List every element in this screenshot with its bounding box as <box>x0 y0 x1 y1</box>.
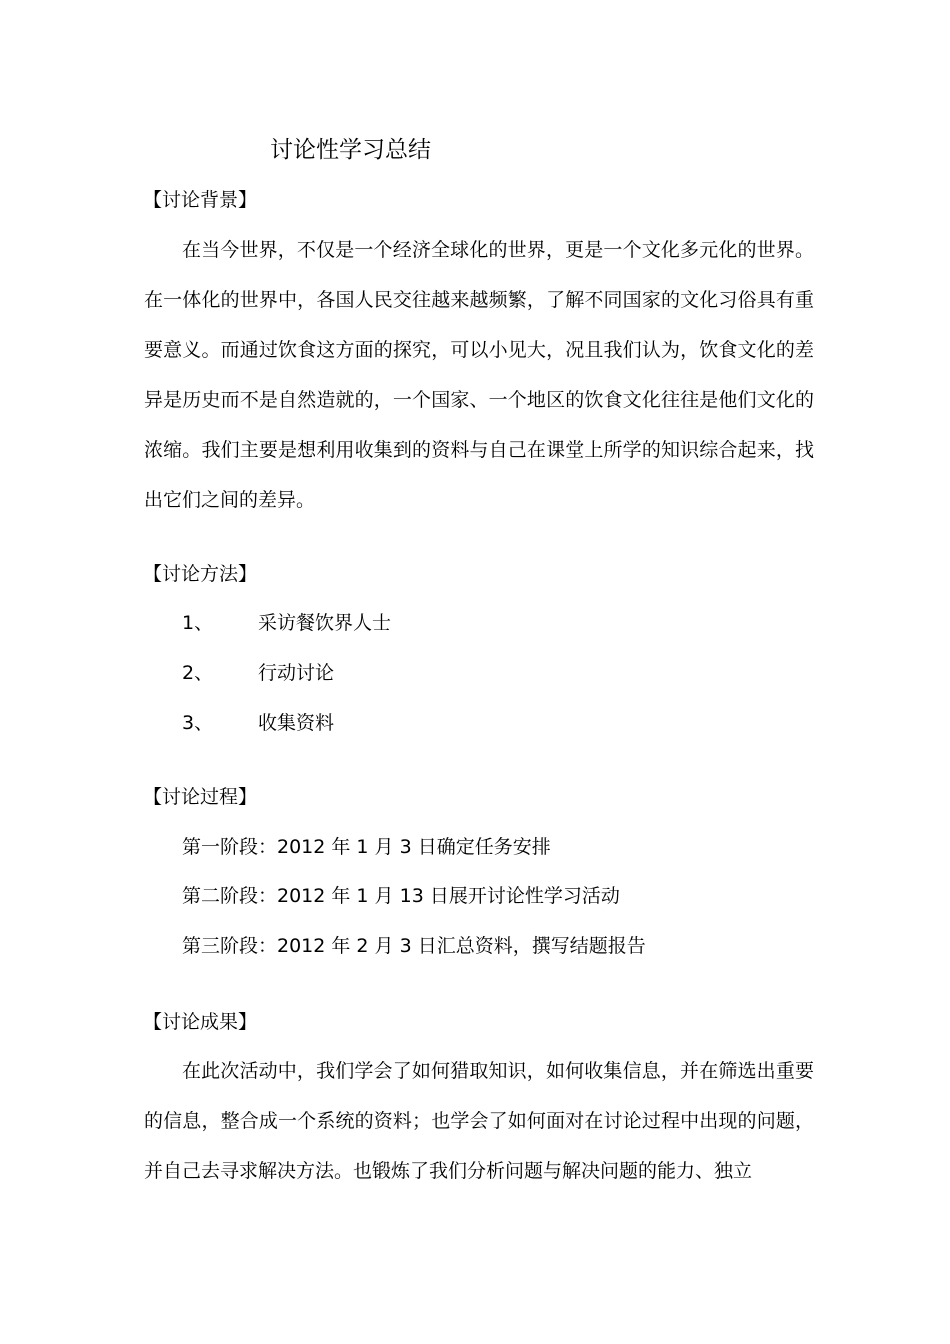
process-stage: 第三阶段：2012 年 2 月 3 日汇总资料，撰写结题报告 <box>182 935 646 957</box>
method-list-item <box>182 659 334 687</box>
list-item-text: 行动讨论 <box>258 662 335 684</box>
list-item-text: 收集资料 <box>258 712 335 734</box>
list-item-number: 1、 <box>182 612 214 634</box>
results-paragraph: 在此次活动中，我们学会了如何猎取知识，如何收集信息，并在筛选出重要的信息，整合成一个系统的资料；也学会了如何面对在讨论过程中出现的问题，并自己去寻求解决方法。也锻炼了我们分析问题与解决问题的能力、独立 <box>144 1060 814 1182</box>
results-heading: 【讨论成果】 <box>143 1011 258 1033</box>
process-stage: 第一阶段：2012 年 1 月 3 日确定任务安排 <box>182 836 551 858</box>
background-paragraph: 在当今世界，不仅是一个经济全球化的世界，更是一个文化多元化的世界。在一体化的世界中，各国人民交往越来越频繁，了解不同国家的文化习俗具有重要意义。而通过饮食这方面的探究，可以小见大，况且我们认为，饮食文化的差异是历史而不是自然造就的，一个国家、一个地区的饮食文化往往是他们文化的浓缩。我们主要是想利用收集到的资料与自己在课堂上所学的知识综合起来，找出它们之间的差异。 <box>144 239 814 511</box>
background-heading: 【讨论背景】 <box>143 189 258 211</box>
process-stage: 第二阶段：2012 年 1 月 13 日展开讨论性学习活动 <box>182 885 620 907</box>
process-heading: 【讨论过程】 <box>143 786 258 808</box>
list-item-text: 采访餐饮界人士 <box>258 612 392 634</box>
method-list-item <box>182 709 334 737</box>
document-title: 讨论性学习总结 <box>270 137 431 163</box>
method-heading: 【讨论方法】 <box>143 563 258 585</box>
list-item-number: 3、 <box>182 712 214 734</box>
list-item-number: 2、 <box>182 662 214 684</box>
method-list-item <box>182 609 391 637</box>
